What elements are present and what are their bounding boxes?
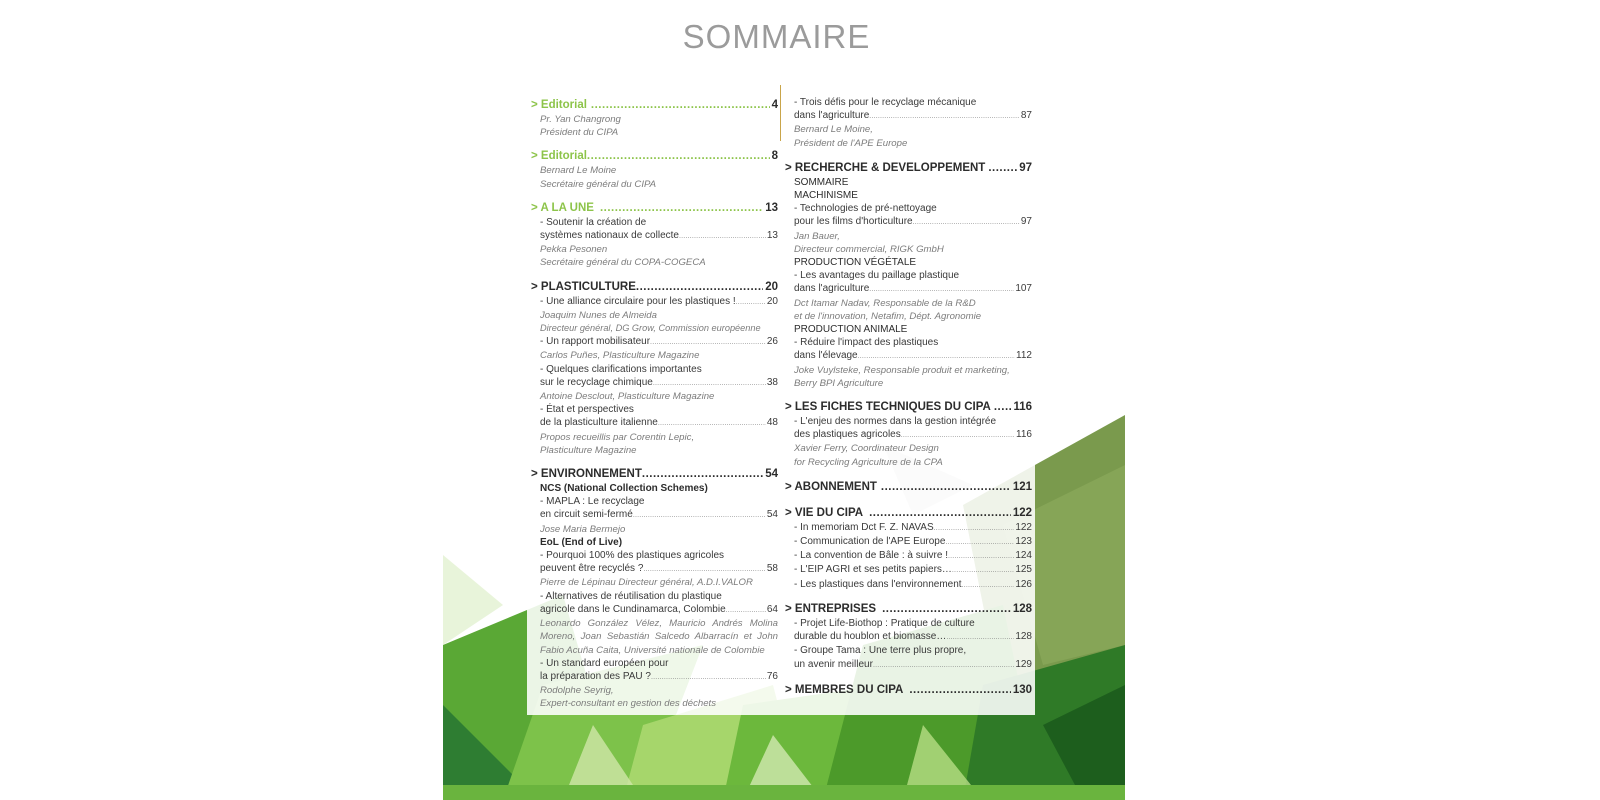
- toc-section-membres[interactable]: [785, 682, 1032, 698]
- page-number: 13: [766, 230, 778, 242]
- page-number: 48: [766, 417, 778, 429]
- subsection-label: PRODUCTION VÉGÉTALE: [794, 257, 917, 269]
- section-label: > Editorial: [531, 99, 587, 111]
- subsection-label: SOMMAIRE: [794, 176, 849, 188]
- column-divider: [780, 85, 781, 141]
- article-title: peuvent être recyclés ?: [540, 563, 644, 575]
- toc-entry-trois-defis[interactable]: [785, 96, 1032, 150]
- author-name: Joke Vuylsteke, Responsable produit et marketing,: [794, 364, 1010, 376]
- article-title: - Trois défis pour le recyclage mécanique: [794, 97, 977, 108]
- article-title: sur le recyclage chimique: [540, 376, 653, 388]
- author-name: Bernard Le Moine,: [794, 124, 873, 136]
- section-label: > ENTREPRISES: [785, 602, 877, 615]
- page-number: 107: [1015, 283, 1032, 295]
- article-title: dans l'élevage: [794, 350, 858, 362]
- author-name: Jose Maria Bermejo: [540, 523, 626, 535]
- page-number: 64: [766, 603, 778, 615]
- article-title: - Les plastiques dans l'environnement: [794, 578, 962, 590]
- article-title: - Groupe Tama : Une terre plus propre,: [794, 645, 967, 657]
- subsection-label: EoL (End of Live): [540, 536, 623, 548]
- article-title: un avenir meilleur: [794, 658, 873, 670]
- page-number: 124: [1015, 550, 1032, 562]
- page-number: 125: [1015, 564, 1032, 576]
- subsection-label: MACHINISME: [794, 190, 858, 202]
- article-title: - Soutenir la création de: [540, 216, 647, 228]
- page-number: 76: [766, 670, 778, 682]
- toc-section-a-la-une[interactable]: [531, 200, 778, 270]
- page-number: 4: [771, 99, 778, 111]
- article-title: - Les avantages du paillage plastique: [794, 270, 960, 282]
- toc-section-editorial-1[interactable]: [531, 97, 778, 139]
- leader-dots: [962, 579, 1015, 592]
- article-title: pour les films d'horticulture: [794, 216, 913, 228]
- page-number: 54: [766, 509, 778, 521]
- author-name: Rodolphe Seyrig,: [540, 685, 614, 697]
- toc-section-editorial-2[interactable]: [531, 148, 778, 190]
- page-number: 122: [1012, 506, 1032, 519]
- article-title: en circuit semi-fermé: [540, 509, 633, 521]
- page-number: 112: [1016, 350, 1032, 362]
- page-title: SOMMAIRE: [682, 18, 871, 55]
- toc-right-column: [785, 96, 1032, 698]
- page-number: 116: [1016, 429, 1032, 441]
- section-label: > ABONNEMENT: [785, 480, 877, 493]
- page-number: 130: [1012, 683, 1032, 696]
- section-label: > Editorial: [531, 150, 587, 163]
- author-name: Pekka Pesonen: [540, 244, 608, 256]
- article-title: - Communication de l'APE Europe: [794, 536, 946, 548]
- article-title: dans l'agriculture: [794, 110, 870, 122]
- section-label: > RECHERCHE & DEVELOPPEMENT: [785, 161, 986, 174]
- article-title: agricole dans le Cundinamarca, Colombie: [540, 603, 726, 615]
- author-role: Directeur général, DG Grow, Commission européenne: [540, 323, 761, 334]
- section-label: > MEMBRES DU CIPA: [785, 683, 904, 696]
- page-number: 20: [765, 280, 778, 293]
- page-number: 97: [1020, 216, 1032, 228]
- page-number: 38: [766, 376, 778, 388]
- subsection-label: PRODUCTION ANIMALE: [794, 324, 908, 336]
- page-number: 121: [1012, 480, 1032, 493]
- toc-section-plasticulture[interactable]: [531, 279, 778, 457]
- page-number: 126: [1015, 578, 1032, 590]
- section-label: > ENVIRONNEMENT: [531, 468, 642, 481]
- page-number: 20: [766, 295, 778, 307]
- section-label: > LES FICHES TECHNIQUES DU CIPA: [785, 401, 991, 414]
- page-number: 87: [1020, 110, 1032, 122]
- article-title: - La convention de Bâle : à suivre !: [794, 550, 948, 562]
- page-number: 97: [1019, 161, 1032, 174]
- leader-dots: [948, 550, 1014, 563]
- page-number: 128: [1012, 602, 1032, 615]
- article-title: la préparation des PAU ?: [540, 670, 651, 682]
- author-role: Président du CIPA: [540, 127, 619, 139]
- author-role: Secrétaire général du CIPA: [540, 178, 657, 190]
- toc-list-item[interactable]: [785, 521, 1032, 535]
- author-name: Xavier Ferry, Coordinateur Design: [794, 443, 939, 455]
- toc-section-abonnement[interactable]: [785, 479, 1032, 495]
- author-role: Expert-consultant en gestion des déchets: [540, 698, 716, 710]
- article-title: - L'EIP AGRI et ses petits papiers…: [794, 564, 952, 576]
- toc-section-fiches[interactable]: [785, 399, 1032, 469]
- page-number: 128: [1015, 631, 1032, 643]
- author-name: Dct Itamar Nadav, Responsable de la R&D: [794, 297, 976, 309]
- author-name: Leonardo González Vélez, Mauricio Andrés Molina Moreno, Joan Sebastián Salcedo Albarracín et John Fabio Acuña Caita, Université nationale de Colombie: [540, 618, 778, 656]
- article-title: - Un rapport mobilisateur: [540, 336, 651, 348]
- author-name: Antoine Desclout, Plasticulture Magazine: [540, 391, 715, 403]
- article-title: - Pourquoi 100% des plastiques agricoles: [540, 550, 724, 562]
- author-role: for Recycling Agriculture de la CPA: [794, 456, 943, 468]
- author-name: Propos recueillis par Corentin Lepic,: [540, 431, 695, 443]
- page-number: 116: [1013, 401, 1032, 414]
- author-role: Président de l'APE Europe: [794, 137, 908, 149]
- author-name: Jan Bauer,: [794, 230, 840, 242]
- section-label: > VIE DU CIPA: [785, 506, 864, 519]
- author-role: Plasticulture Magazine: [540, 444, 637, 456]
- article-title: dans l'agriculture: [794, 283, 870, 295]
- page-number: 13: [765, 201, 778, 214]
- article-title: - L'enjeu des normes dans la gestion intégrée: [794, 416, 997, 428]
- page-number: 26: [766, 336, 778, 348]
- article-title: - Quelques clarifications importantes: [540, 363, 702, 375]
- author-role: Secrétaire général du COPA-COGECA: [540, 257, 706, 269]
- author-name: Bernard Le Moine: [540, 165, 617, 177]
- leader-dots: [952, 564, 1014, 577]
- toc-list-item[interactable]: [785, 535, 1032, 549]
- toc-section-recherche[interactable]: [785, 160, 1032, 390]
- toc-section-entreprises[interactable]: [785, 601, 1032, 672]
- author-name: Carlos Puñes, Plasticulture Magazine: [540, 350, 700, 362]
- toc-list-item[interactable]: [785, 549, 1032, 563]
- leader-dots: [934, 522, 1015, 535]
- article-title: - Alternatives de réutilisation du plastique: [540, 590, 722, 602]
- article-title: - État et perspectives: [540, 404, 634, 416]
- article-title: des plastiques agricoles: [794, 429, 901, 441]
- article-title: - Une alliance circulaire pour les plastiques !: [540, 295, 736, 307]
- author-role: Directeur commercial, RIGK GmbH: [794, 243, 944, 255]
- article-title: de la plasticulture italienne: [540, 417, 658, 429]
- author-name: Joaquim Nunes de Almeida: [540, 309, 657, 321]
- page-number: 58: [766, 563, 778, 575]
- author-role: Berry BPI Agriculture: [794, 377, 884, 389]
- article-title: - Projet Life-Biothop : Pratique de culture: [794, 617, 975, 629]
- leader-dots: [945, 536, 1014, 549]
- article-title: - Réduire l'impact des plastiques: [794, 337, 939, 349]
- page-number: 8: [771, 150, 778, 163]
- author-role: et de l'innovation, Netafim, Dépt. Agronomie: [794, 310, 982, 322]
- article-title: durable du houblon et biomasse…: [794, 631, 947, 643]
- magazine-page: [443, 85, 1125, 800]
- page-number: 122: [1015, 521, 1032, 533]
- toc-left-column: [531, 97, 778, 711]
- article-title: - Technologies de pré-nettoyage: [794, 203, 937, 215]
- section-label: > PLASTICULTURE: [531, 280, 636, 293]
- toc-list-item[interactable]: [785, 578, 1032, 592]
- article-title: - Un standard européen pour: [540, 657, 669, 669]
- page-number: 54: [765, 468, 778, 481]
- author-name: Pierre de Lépinau Directeur général, A.D.I.VALOR: [540, 577, 753, 589]
- author-name: Pr. Yan Changrong: [540, 114, 621, 125]
- toc-section-environnement[interactable]: [531, 466, 778, 710]
- toc-list-item[interactable]: [785, 563, 1032, 577]
- section-label: > A LA UNE: [531, 201, 594, 214]
- page-number: 129: [1015, 658, 1032, 670]
- toc-section-vie-du-cipa[interactable]: [785, 505, 1032, 592]
- page-number: 123: [1015, 536, 1032, 548]
- article-title: - In memoriam Dct F. Z. NAVAS: [794, 521, 934, 533]
- subsection-label: NCS (National Collection Schemes): [540, 483, 708, 495]
- article-title: - MAPLA : Le recyclage: [540, 496, 645, 508]
- article-title: systèmes nationaux de collecte: [540, 230, 679, 242]
